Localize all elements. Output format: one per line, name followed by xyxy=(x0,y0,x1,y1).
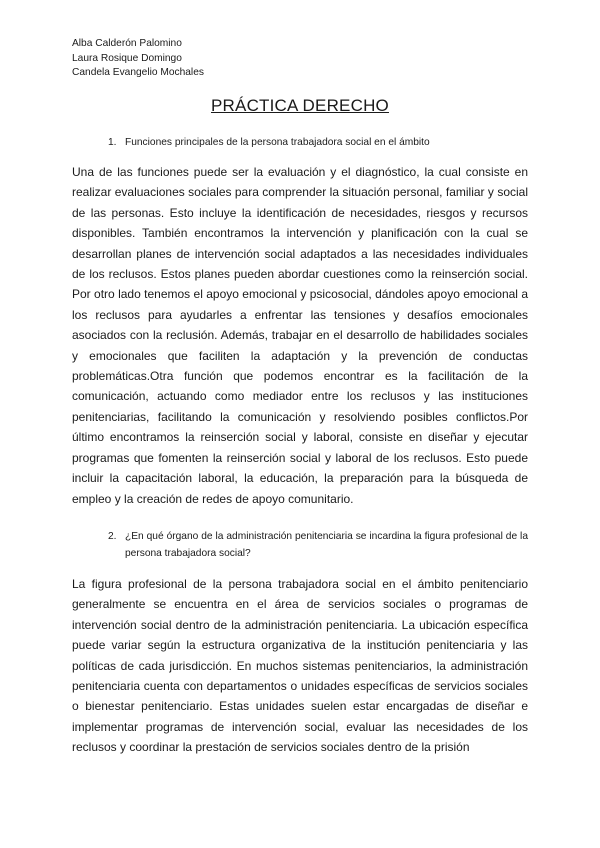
author-name: Alba Calderón Palomino xyxy=(72,38,182,49)
page-title: PRÁCTICA DERECHO xyxy=(211,96,389,115)
author-name: Laura Rosique Domingo xyxy=(72,52,182,64)
question-number: 1. xyxy=(108,137,117,148)
question-number: 2. xyxy=(108,531,117,542)
author-list xyxy=(72,37,204,81)
answer-paragraph-2: La figura profesional de la persona trabajadora social en el ámbito penitenciario generalmente se encuentra en el área de servicios sociales o programas de intervención social dentro de la administración penitenciaria. La ubicación específica puede variar según la estructura organizativa de la institución penitenciaria y las políticas de cada jurisdicción. En muchos sistemas penitenciarios, la administración penitenciaria cuenta con departamentos o unidades específicas de servicios sociales o bienestar penitenciario. Estas unidades suelen estar encargadas de diseñar e implementar programas de intervención social, evaluar las necesidades de los reclusos y coordinar la prestación de servicios sociales dentro de la prisión xyxy=(72,577,528,755)
question-text: Funciones principales de la persona trabajadora social en el ámbito xyxy=(125,137,430,148)
question-text: ¿En qué órgano de la administración penitenciaria se incardina la figura profesional de la persona trabajadora social? xyxy=(125,531,528,559)
answer-paragraph-1: Una de las funciones puede ser la evaluación y el diagnóstico, la cual consiste en realizar evaluaciones sociales para comprender la situación personal, familiar y social de las personas. Esto incluye la identificación de necesidades, riesgos y recursos disponibles. También encontramos la intervención y planificación con la cual se desarrollan planes de intervención social adaptados a las necesidades individuales de los reclusos. Estos planes pueden abordar cuestiones como la reinserción social. Por otro lado tenemos el apoyo emocional y psicosocial, dándoles apoyo emocional a los reclusos para ayudarles a enfrentar las tensiones y desafíos emocionales asociados con la reclusión. Además, trabajar en el desarrollo de habilidades sociales y emocionales que faciliten la adaptación y la prevención de conductas problemáticas.Otra función que podemos encontrar es la facilitación de la comunicación, actuando como mediador entre los reclusos y las instituciones penitenciarias, facilitando la comunicación y resolviendo posibles conflictos.Por último encontramos la reinserción social y laboral, consiste en diseñar y ejecutar programas que fomenten la reinserción social y laboral de los reclusos. Esto puede incluir la capacitación laboral, la educación, la preparación para la búsqueda de empleo y la creación de redes de apoyo comunitario. xyxy=(72,165,528,506)
question-heading-2 xyxy=(108,528,528,562)
question-heading-1 xyxy=(108,134,528,151)
author-name: Candela Evangelio Mochales xyxy=(72,67,204,78)
